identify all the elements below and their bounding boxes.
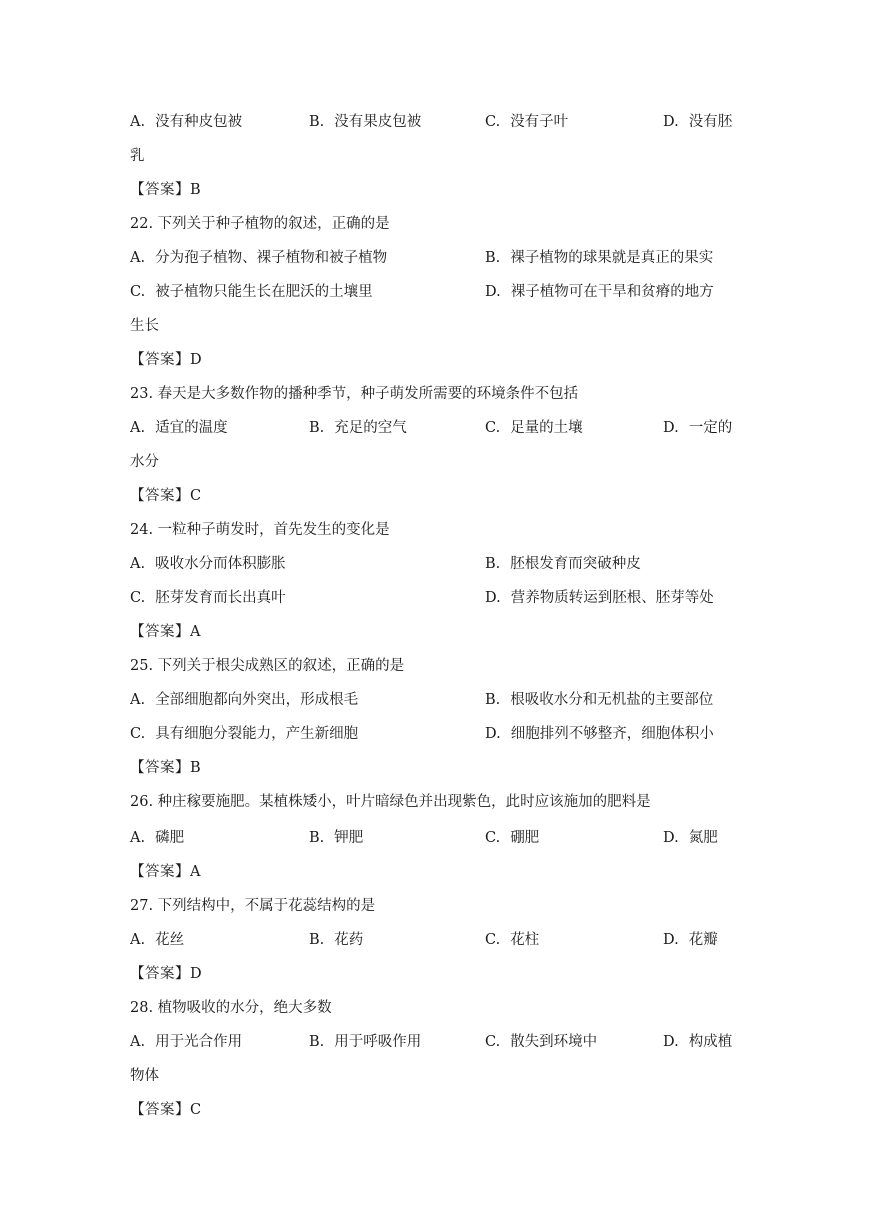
q24-option-d: D. 营养物质转运到胚根、胚芽等处 bbox=[485, 590, 714, 606]
q28-option-d: D. 构成植 bbox=[663, 1034, 733, 1050]
q23-option-a: A. 适宜的温度 bbox=[130, 420, 228, 436]
q25-option-b: B. 根吸收水分和无机盐的主要部位 bbox=[485, 692, 714, 708]
q22-stem: 22. 下列关于种子植物的叙述，正确的是 bbox=[130, 216, 390, 232]
q26-option-c: C. 硼肥 bbox=[485, 830, 540, 846]
q22-option-c: C. 被子植物只能生长在肥沃的土壤里 bbox=[130, 284, 373, 300]
q28-option-c: C. 散失到环境中 bbox=[485, 1034, 598, 1050]
q24-answer: 【答案】A bbox=[130, 624, 201, 640]
q27-option-b: B. 花药 bbox=[309, 932, 364, 948]
q23-answer: 【答案】C bbox=[130, 488, 202, 504]
q26-option-b: B. 钾肥 bbox=[309, 830, 364, 846]
q28-option-a: A. 用于光合作用 bbox=[130, 1034, 243, 1050]
q22-answer: 【答案】D bbox=[130, 352, 203, 368]
q25-option-d: D. 细胞排列不够整齐，细胞体积小 bbox=[485, 726, 714, 742]
q22-wrap: 生长 bbox=[130, 318, 159, 334]
q26-option-a: A. 磷肥 bbox=[130, 830, 185, 846]
q25-answer: 【答案】B bbox=[130, 760, 202, 776]
q24-option-a: A. 吸收水分而体积膨胀 bbox=[130, 556, 286, 572]
q21-wrap: 乳 bbox=[130, 148, 145, 164]
q28-stem: 28. 植物吸收的水分，绝大多数 bbox=[130, 1000, 332, 1016]
q23-option-b: B. 充足的空气 bbox=[309, 420, 407, 436]
q25-option-c: C. 具有细胞分裂能力，产生新细胞 bbox=[130, 726, 359, 742]
q26-stem: 26. 种庄稼要施肥。某植株矮小，叶片暗绿色并出现紫色，此时应该施加的肥料是 bbox=[130, 794, 651, 810]
q28-answer: 【答案】C bbox=[130, 1102, 202, 1118]
q28-wrap: 物体 bbox=[130, 1068, 159, 1084]
q22-option-d: D. 裸子植物可在干旱和贫瘠的地方 bbox=[485, 284, 714, 300]
q27-answer: 【答案】D bbox=[130, 966, 203, 982]
q21-option-d: D. 没有胚 bbox=[663, 114, 733, 130]
q27-option-a: A. 花丝 bbox=[130, 932, 185, 948]
q22-option-a: A. 分为孢子植物、裸子植物和被子植物 bbox=[130, 250, 388, 266]
q23-stem: 23. 春天是大多数作物的播种季节，种子萌发所需要的环境条件不包括 bbox=[130, 386, 579, 402]
q26-answer: 【答案】A bbox=[130, 864, 201, 880]
q27-option-c: C. 花柱 bbox=[485, 932, 540, 948]
q21-option-c: C. 没有子叶 bbox=[485, 114, 569, 130]
q21-option-b: B. 没有果皮包被 bbox=[309, 114, 422, 130]
q26-option-d: D. 氮肥 bbox=[663, 830, 718, 846]
q23-option-c: C. 足量的土壤 bbox=[485, 420, 583, 436]
q27-option-d: D. 花瓣 bbox=[663, 932, 718, 948]
q25-option-a: A. 全部细胞都向外突出，形成根毛 bbox=[130, 692, 359, 708]
q23-wrap: 水分 bbox=[130, 454, 159, 470]
q28-option-b: B. 用于呼吸作用 bbox=[309, 1034, 422, 1050]
q24-option-b: B. 胚根发育而突破种皮 bbox=[485, 556, 641, 572]
q22-option-b: B. 裸子植物的球果就是真正的果实 bbox=[485, 250, 714, 266]
q25-stem: 25. 下列关于根尖成熟区的叙述，正确的是 bbox=[130, 658, 405, 674]
q27-stem: 27. 下列结构中，不属于花蕊结构的是 bbox=[130, 898, 376, 914]
q24-option-c: C. 胚芽发育而长出真叶 bbox=[130, 590, 286, 606]
q24-stem: 24. 一粒种子萌发时，首先发生的变化是 bbox=[130, 522, 390, 538]
q21-option-a: A. 没有种皮包被 bbox=[130, 114, 243, 130]
q21-answer: 【答案】B bbox=[130, 182, 202, 198]
q23-option-d: D. 一定的 bbox=[663, 420, 733, 436]
